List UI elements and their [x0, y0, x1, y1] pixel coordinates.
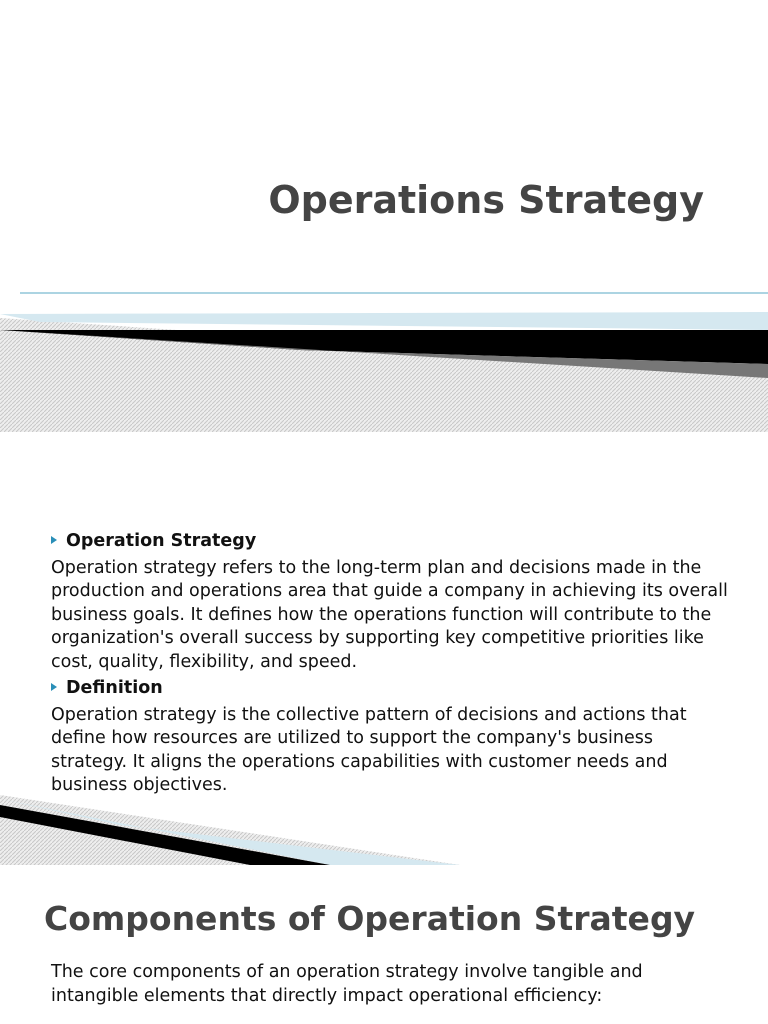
bullet-triangle-icon	[51, 683, 57, 691]
bullet-triangle-icon	[51, 536, 57, 544]
bullet-heading-definition	[51, 677, 731, 701]
decorative-swoosh-bottom	[0, 795, 768, 865]
slide-title	[0, 0, 768, 432]
bullet-heading-text: Operation Strategy	[66, 531, 257, 551]
slide-components-heading: Components of Operation Strategy	[44, 899, 696, 938]
bullet-list	[51, 530, 731, 801]
bullet-body-text: Operation strategy is the collective pattern of decisions and actions that define how resources are utilized to support the company's business strategy. It aligns the operations capabilities with customer needs and business objectives.	[51, 704, 687, 795]
decorative-swoosh	[0, 292, 768, 432]
slide-components	[0, 865, 768, 1024]
slide-title-heading: Operations Strategy	[268, 178, 704, 222]
bullet-heading-operation-strategy	[51, 530, 731, 554]
bullet-body-text: Operation strategy refers to the long-term plan and decisions made in the production and operations area that guide a company in achieving its overall business goals. It defines how the operations function will contribute to the organization's overall success by supporting key competitive priorities like cost, quality, flexibility, and speed.	[51, 557, 728, 672]
bullet-heading-text: Definition	[66, 678, 163, 698]
slide-content	[0, 432, 768, 865]
slide-components-intro: The core components of an operation strategy involve tangible and intangible elements that directly impact operational efficiency:	[51, 962, 643, 1006]
